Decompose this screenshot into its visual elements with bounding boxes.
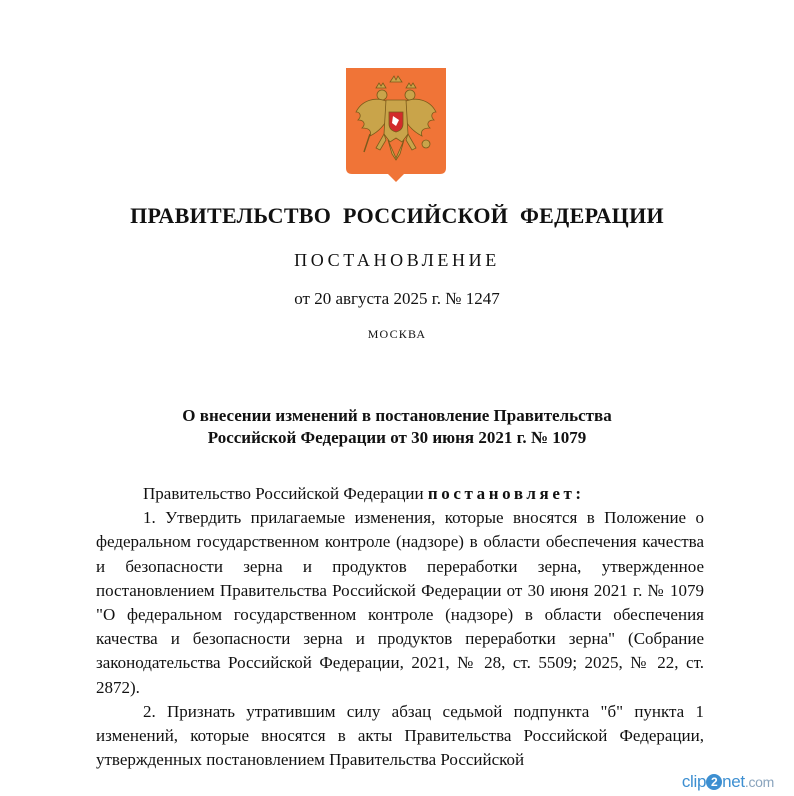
document-title-line-1: О внесении изменений в постановление Правительства — [182, 406, 612, 425]
preamble-verb: постановляет: — [427, 484, 585, 503]
document-title-line-2: Российской Федерации от 30 июня 2021 г. № 1079 — [207, 428, 587, 447]
document-date-number: от 20 августа 2025 г. № 1247 — [294, 289, 500, 308]
document-body — [96, 482, 704, 772]
clip2net-watermark: clip 2 net.com — [681, 772, 774, 791]
document-city: МОСКВА — [367, 327, 427, 341]
preamble-text: Правительство Российской Федерации — [143, 484, 428, 503]
russian-coat-of-arms-icon — [346, 68, 446, 182]
preamble — [96, 482, 704, 506]
paragraph-1: 1. Утвердить прилагаемые изменения, которые вносятся в Положение о федеральном государственном контроле (надзоре) в области обеспечения качества и безопасности зерна и продуктов переработки зерна, утвержденное постановлением Правительства Российской Федерации от 30 июня 2021 г. № 1079 "О федеральном государственном контроле (надзоре) в области обеспечения качества и безопасности зерна и продуктов переработки зерна" (Собрание законодательства Российской Федерации, 2021, № 28, ст. 5509; 2025, № 22, ст. 2872). — [96, 508, 704, 697]
paragraph-2: 2. Признать утратившим силу абзац седьмой подпункта "б" пункта 1 изменений, которые вносятся в акты Правительства Российской Федерации, утвержденных постановлением Правительства Российской — [96, 701, 704, 770]
document-type: ПОСТАНОВЛЕНИЕ — [294, 250, 500, 270]
document-title — [0, 405, 794, 449]
government-name: ПРАВИТЕЛЬСТВО РОССИЙСКОЙ ФЕДЕРАЦИИ — [130, 203, 664, 228]
